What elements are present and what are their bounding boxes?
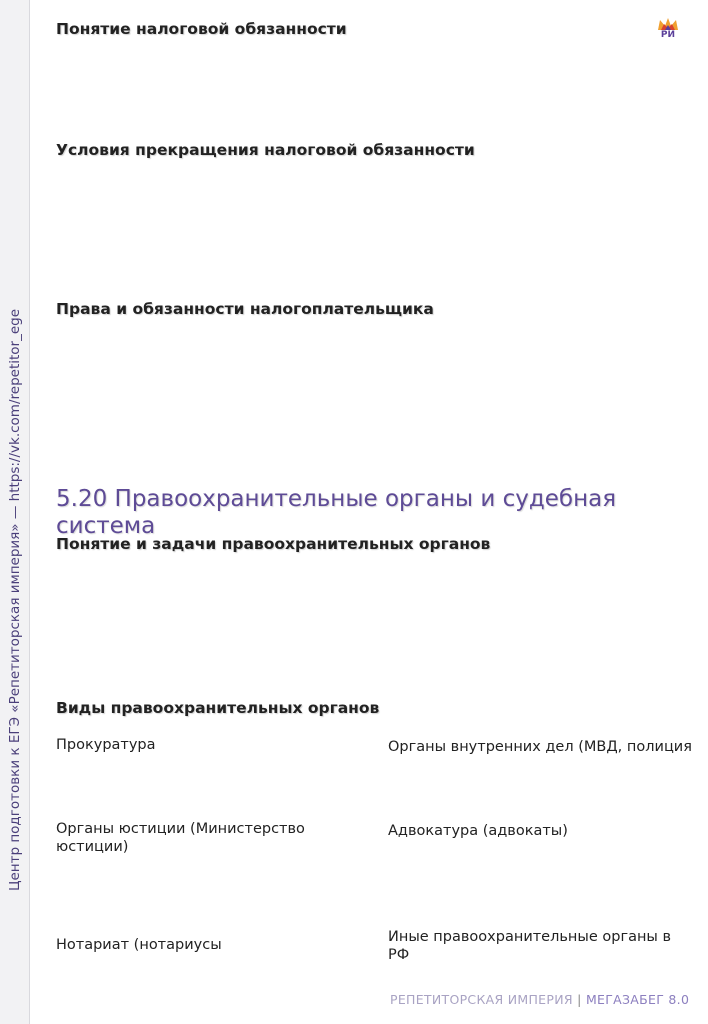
section-title: 5.20 Правоохранительные органы и судебная система	[56, 486, 617, 539]
list-item-justice: Органы юстиции (Министерство юстиции)	[56, 821, 305, 855]
list-item-advocacy: Адвокатура (адвокаты)	[388, 823, 568, 839]
heading-taxpayer-rights: Права и обязанности налогоплательщика	[56, 300, 434, 318]
sidebar-band	[0, 0, 30, 1024]
list-item-notary: Нотариат (нотариусы	[56, 937, 222, 953]
footer	[390, 992, 689, 1007]
footer-separator: |	[577, 992, 582, 1007]
heading-law-enforcement-types: Виды правоохранительных органов	[56, 699, 380, 717]
logo-text: РИ	[660, 30, 676, 40]
list-item-internal-affairs: Органы внутренних дел (МВД, полиция	[388, 739, 692, 755]
heading-law-enforcement-tasks: Понятие и задачи правоохранительных органов	[56, 535, 491, 553]
logo	[656, 16, 680, 44]
footer-event: МЕГАЗАБЕГ 8.0	[585, 992, 690, 1007]
list-item-prosecutor: Прокуратура	[56, 737, 156, 753]
footer-brand: РЕПЕТИТОРСКАЯ ИМПЕРИЯ	[390, 992, 573, 1007]
heading-termination-conditions: Условия прекращения налоговой обязанности	[56, 141, 475, 159]
sidebar-vertical-text: Центр подготовки к ЕГЭ «Репетиторская империя» — https://vk.com/repetitor_ege	[7, 308, 23, 892]
list-item-other-bodies: Иные правоохранительные органы в РФ	[388, 929, 672, 963]
heading-tax-obligation: Понятие налоговой обязанности	[56, 20, 347, 38]
